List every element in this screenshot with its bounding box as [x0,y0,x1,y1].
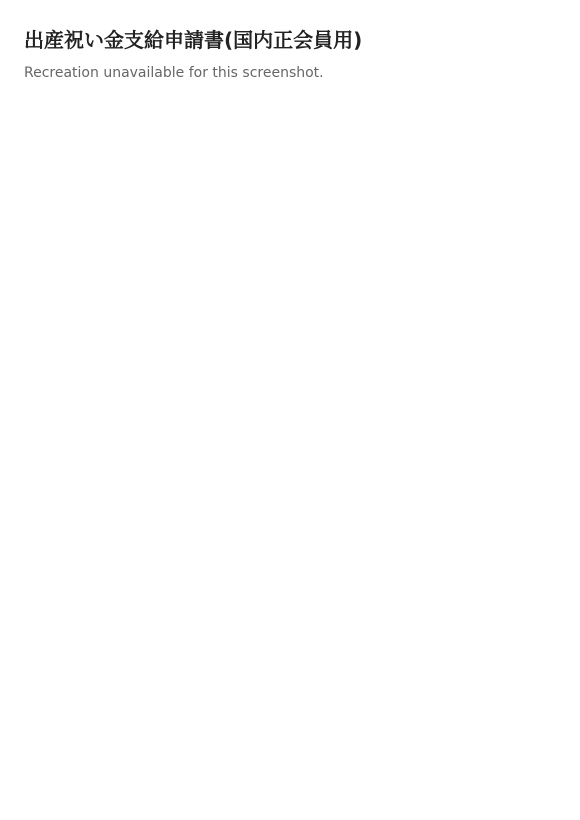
page-title: 出産祝い金支給申請書(国内正会員用) [24,28,363,52]
fallback-root [0,0,580,105]
fallback-note: Recreation unavailable for this screenshot. [24,65,324,81]
